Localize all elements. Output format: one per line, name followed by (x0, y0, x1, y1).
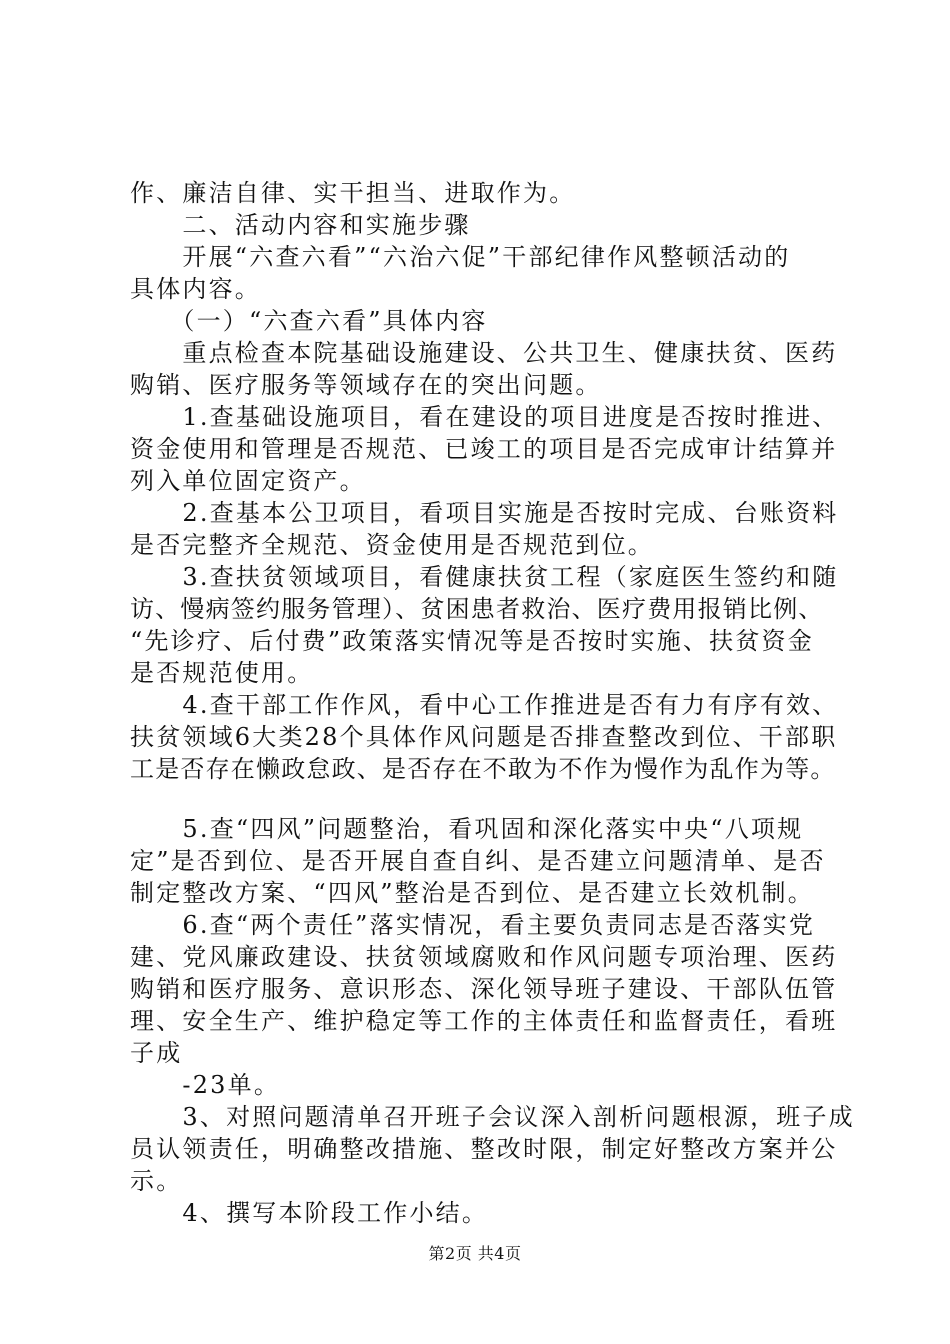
section-heading: 二、活动内容和实施步骤 (130, 211, 471, 239)
text-line: 员认领责任，明确整改措施、整改时限，制定好整改方案并公 (130, 1135, 838, 1163)
text-line: 重点检查本院基础设施建设、公共卫生、健康扶贫、医药 (130, 339, 838, 367)
text-line: 列入单位固定资产。 (130, 467, 366, 495)
text-line: 3.查扶贫领域项目，看健康扶贫工程（家庭医生签约和随 (130, 563, 839, 591)
text-line: -23单。 (130, 1071, 281, 1099)
text-line: 具体内容。 (130, 275, 261, 303)
text-line: 1.查基础设施项目，看在建设的项目进度是否按时推进、 (130, 403, 839, 431)
text-line: 购销和医疗服务、意识形态、深化领导班子建设、干部队伍管 (130, 975, 838, 1003)
text-line: 购销、医疗服务等领域存在的突出问题。 (130, 371, 602, 399)
text-line: 示。 (130, 1167, 183, 1195)
subsection-heading: （一）“六查六看”具体内容 (130, 307, 488, 335)
text-line: 建、党风廉政建设、扶贫领域腐败和作风问题专项治理、医药 (130, 943, 838, 971)
text-line: 子成 (130, 1039, 183, 1067)
text-line: 工是否存在懒政怠政、是否存在不敢为不作为慢作为乱作为等。 (130, 755, 836, 783)
text-line: 2.查基本公卫项目，看项目实施是否按时完成、台账资料 (130, 499, 839, 527)
page-number-footer: 第2页 共4页 (428, 1244, 522, 1263)
text-line: 是否完整齐全规范、资金使用是否规范到位。 (130, 531, 654, 559)
text-line: 是否规范使用。 (130, 659, 314, 687)
text-line: 开展“六查六看”“六治六促”干部纪律作风整顿活动的 (130, 243, 791, 271)
text-line: 4、撰写本阶段工作小结。 (130, 1199, 489, 1227)
text-line: 资金使用和管理是否规范、已竣工的项目是否完成审计结算并 (130, 435, 838, 463)
text-line: 定”是否到位、是否开展自查自纠、是否建立问题清单、是否 (130, 847, 826, 875)
text-line: 制定整改方案、“四风”整治是否到位、是否建立长效机制。 (130, 879, 814, 907)
text-line: 3、对照问题清单召开班子会议深入剖析问题根源，班子成 (130, 1103, 855, 1131)
text-line: 作、廉洁自律、实干担当、进取作为。 (130, 179, 576, 207)
text-line: 扶贫领域6大类28个具体作风问题是否排查整改到位、干部职 (130, 723, 838, 751)
text-line: 4.查干部工作作风，看中心工作推进是否有力有序有效、 (130, 691, 839, 719)
text-line: “先诊疗、后付费”政策落实情况等是否按时实施、扶贫资金 (130, 627, 814, 655)
text-line: 5.查“四风”问题整治，看巩固和深化落实中央“八项规 (130, 815, 804, 843)
text-line: 6.查“两个责任”落实情况，看主要负责同志是否落实党 (130, 911, 816, 939)
text-line: 理、安全生产、维护稳定等工作的主体责任和监督责任，看班 (130, 1007, 838, 1035)
text-line: 访、慢病签约服务管理）、贫困患者救治、医疗费用报销比例、 (130, 595, 824, 623)
